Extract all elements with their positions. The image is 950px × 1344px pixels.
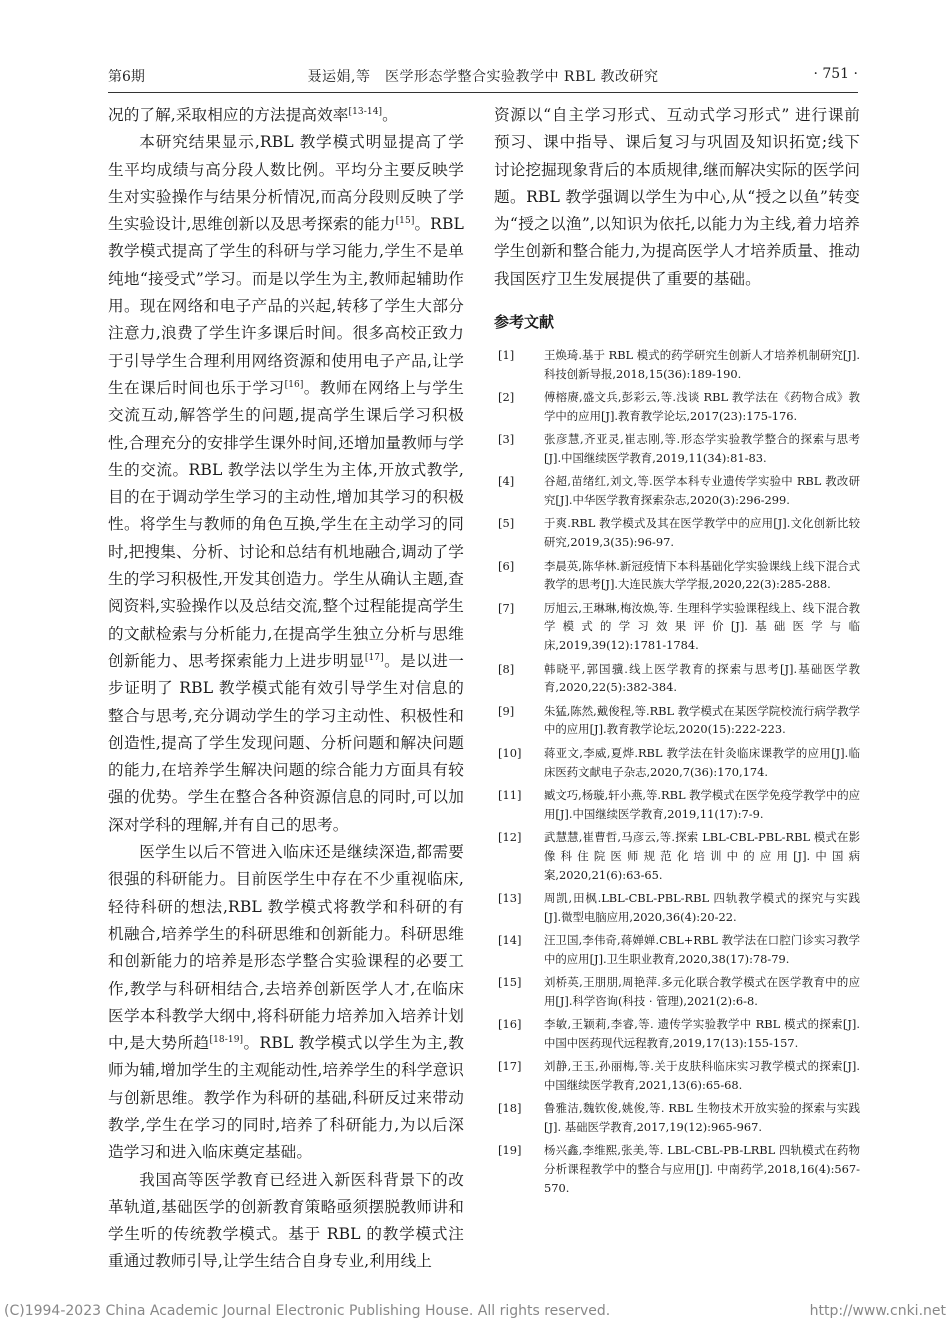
reference-number: [16] bbox=[498, 1017, 522, 1032]
copyright-notice: (C)1994-2023 China Academic Journal Electronic Publishing House. All rights reserved. bbox=[4, 1303, 611, 1319]
reference-item bbox=[494, 744, 860, 782]
paragraph: 我国高等医学教育已经进入新医科背景下的改革轨道,基础医学的创新教育策略亟须摆脱教师讲和学生听的传统教学模式。基于 RBL 的教学模式注重通过教师引导,让学生结合自身专业,利用线上 bbox=[108, 1170, 464, 1271]
reference-text: 刘静,王玉,孙丽梅,等.关于皮肤科临床实习教学模式的探索[J].中国继续医学教育,2021,13(6):65-68. bbox=[544, 1059, 860, 1092]
reference-number: [18] bbox=[498, 1101, 522, 1116]
reference-item bbox=[494, 346, 860, 384]
reference-text: 傅榕赓,盛文兵,彭彩云,等.浅谈 RBL 教学法在《药物合成》教学中的应用[J].教育教学论坛,2017(23):175-176. bbox=[544, 390, 860, 423]
reference-item bbox=[494, 931, 860, 969]
reference-number: [13] bbox=[498, 890, 522, 905]
running-title: 聂运娟,等 医学形态学整合实验教学中 RBL 教改研究 bbox=[307, 69, 659, 85]
reference-number: [10] bbox=[498, 745, 522, 760]
reference-item bbox=[494, 1015, 860, 1053]
reference-list bbox=[494, 346, 860, 1198]
reference-item bbox=[494, 973, 860, 1011]
reference-text: 于爽.RBL 教学模式及其在医学教学中的应用[J].文化创新比较研究,2019,3(35):96-97. bbox=[544, 516, 860, 550]
left-column bbox=[108, 102, 464, 1276]
reference-item bbox=[494, 660, 860, 698]
site-link[interactable]: http://www.cnki.net bbox=[809, 1303, 946, 1319]
paragraph: 资源以“自主学习形式、互动式学习形式” 进行课前预习、课中指导、课后复习与巩固及知识拓宽;线下讨论挖掘现象背后的本质规律,继而解决实际的医学问题。RBL 教学强调以学生为中心,从“授之以鱼”转变为“授之以渔”,以知识为依托,以能力为主线,着力培养学生创新和整合能力,为提高医学人才培养质量、推动我国医疗卫生发展提供了重要的基础。 bbox=[494, 106, 861, 288]
reference-number: [15] bbox=[498, 974, 522, 989]
references-heading: 参考文献 bbox=[494, 313, 555, 332]
reference-number: [5] bbox=[498, 516, 515, 531]
reference-text: 李敏,王颖莉,李睿,等. 遗传学实验教学中 RBL 模式的探索[J].中国中医药现代远程教育,2019,17(13):155-157. bbox=[544, 1017, 860, 1050]
reference-item bbox=[494, 786, 860, 824]
right-column bbox=[494, 102, 860, 1202]
reference-item bbox=[494, 1057, 860, 1095]
reference-number: [19] bbox=[498, 1143, 522, 1158]
reference-number: [17] bbox=[498, 1059, 522, 1074]
reference-text: 王焕琦.基于 RBL 模式的药学研究生创新人才培养机制研究[J].科技创新导报,2018,15(36):189-190. bbox=[544, 348, 860, 381]
header-rule bbox=[108, 92, 858, 93]
reference-item bbox=[494, 599, 860, 655]
reference-text: 张彦慧,齐亚灵,崔志刚,等.形态学实验教学整合的探索与思考[J].中国继续医学教育,2019,11(34):81-83. bbox=[544, 432, 860, 466]
reference-number: [6] bbox=[498, 558, 515, 573]
reference-item bbox=[494, 514, 860, 552]
reference-text: 武慧慧,崔曹哲,马彦云,等.探索 LBL-CBL-PBL-RBL 模式在影像科住院医师规范化培训中的应用[J].中国病案,2020,21(6):63-65. bbox=[544, 829, 860, 882]
page-number: · 751 · bbox=[813, 66, 858, 82]
citation[interactable]: [16] bbox=[284, 379, 304, 390]
reference-text: 厉旭云,王琳琳,梅汝焕,等. 生理科学实验课程线上、线下混合教学模式的学习效果评价[J].基础医学与临床,2019,39(12):1781-1784. bbox=[544, 600, 860, 653]
citation[interactable]: [15] bbox=[395, 216, 415, 227]
running-header bbox=[108, 66, 858, 92]
reference-number: [3] bbox=[498, 432, 515, 447]
reference-item bbox=[494, 472, 860, 510]
reference-text: 臧文巧,杨璇,轩小燕,等.RBL 教学模式在医学免疫学教学中的应用[J].中国继续医学教育,2019,11(17):7-9. bbox=[544, 787, 860, 821]
reference-number: [7] bbox=[498, 600, 515, 615]
citation[interactable]: [17] bbox=[364, 652, 384, 663]
reference-text: 周凯,田枫.LBL-CBL-PBL-RBL 四轨教学模式的探究与实践[J].微型电脑应用,2020,36(4):20-22. bbox=[544, 890, 860, 924]
reference-text: 鲁雅洁,魏钦俊,姚俊,等. RBL 生物技术开放实验的探索与实践[J]. 基础医学教育,2017,19(12):965-967. bbox=[544, 1101, 860, 1135]
reference-number: [12] bbox=[498, 829, 522, 844]
reference-item bbox=[494, 388, 860, 426]
reference-text: 朱猛,陈然,戴俊程,等.RBL 教学模式在某医学院校流行病学教学中的应用[J].教育教学论坛,2020(15):222-223. bbox=[544, 703, 860, 737]
reference-number: [14] bbox=[498, 932, 522, 947]
reference-text: 李晨英,陈华林.新冠疫情下本科基础化学实验课线上线下混合式教学的思考[J].大连民族大学学报,2020,22(3):285-288. bbox=[544, 558, 860, 592]
reference-item bbox=[494, 828, 860, 884]
reference-item bbox=[494, 1141, 860, 1197]
paragraph: 本研究结果显示,RBL 教学模式明显提高了学生平均成绩与高分段人数比例。平均分主要反映学生对实验操作与结果分析情况,而高分段则反映了学生实验设计,思维创新以及思考探索的能力[15]。RBL 教学模式提高了学生的科研与学习能力,学生不是单纯地“接受式”学习。而是以学生为主,教师起辅助作用。现在网络和电子产品的兴起,转移了学生大部分注意力,浪费了学生许多课后时间。很多高校正致力于引导学生合理利用网络资源和使用电子产品,让学生在课后时间也乐于学习[16]。教师在网络上与学生交流互动,解答学生的问题,提高学生课后学习积极性,合理充分的安排学生课外时间,还增加量教师与学生的交流。RBL 教学法以学生为主体,开放式教学,目的在于调动学生学习的主动性,增加其学习的积极性。将学生与教师的角色互换,学生在主动学习的同时,把搜集、分析、讨论和总结有机地融合,调动了学生的学习积极性,开发其创造力。学生从确认主题,查阅资料,实验操作以及总结交流,整个过程能提高学生的文献检索与分析能力,在提高学生独立分析与思维创新能力、思考探索能力上进步明显[17]。是以进一步证明了 RBL 教学模式能有效引导学生对信息的整合与思考,充分调动学生的学习主动性、积极性和创造性,提高了学生发现问题、分析问题和解决问题的能力,在培养学生解决问题的综合能力方面具有较强的优势。学生在整合各种资源信息的同时,可以加深对学科的理解,并有自己的思考。 bbox=[108, 133, 464, 834]
reference-text: 蒋亚文,李威,夏烨.RBL 教学法在针灸临床课教学的应用[J].临床医药文献电子杂志,2020,7(36):170,174. bbox=[544, 745, 860, 779]
citation[interactable]: [18-19] bbox=[209, 1035, 244, 1046]
issue-label: 第6期 bbox=[108, 69, 145, 85]
paragraph: 况的了解,采取相应的方法提高效率[13-14]。 bbox=[108, 106, 398, 124]
citation[interactable]: [13-14] bbox=[348, 107, 383, 117]
reference-number: [4] bbox=[498, 474, 515, 489]
reference-text: 刘桥英,王朋朋,周艳萍.多元化联合教学模式在医学教育中的应用[J].科学咨询(科技 · 管理),2021(2):6-8. bbox=[544, 974, 860, 1008]
reference-text: 谷超,苗绪红,刘文,等.医学本科专业遗传学实验中 RBL 教改研究[J].中华医学教育探索杂志,2020(3):296-299. bbox=[544, 474, 860, 508]
reference-item bbox=[494, 430, 860, 468]
reference-text: 汪卫国,李伟奇,蒋婵婵.CBL+RBL 教学法在口腔门诊实习教学中的应用[J].卫生职业教育,2020,38(17):78-79. bbox=[544, 932, 860, 966]
reference-number: [8] bbox=[498, 661, 515, 676]
reference-number: [9] bbox=[498, 703, 515, 718]
paragraph: 医学生以后不管进入临床还是继续深造,都需要很强的科研能力。目前医学生中存在不少重视临床,轻待科研的想法,RBL 教学模式将教学和科研的有机融合,培养学生的科研思维和创新能力。科研思维和创新能力的培养是形态学整合实验课程的必要工作,教学与科研相结合,去培养创新医学人才,在临床医学本科教学大纲中,将科研能力培养加入培养计划中,是大势所趋[18-19]。RBL 教学模式以学生为主,教师为辅,增加学生的主观能动性,培养学生的科学意识与创新思维。教学作为科研的基础,科研反过来带动教学,学生在学习的同时,培养了科研能力,为以后深造学习和进入临床奠定基础。 bbox=[108, 843, 464, 1162]
reference-item bbox=[494, 1099, 860, 1137]
reference-number: [2] bbox=[498, 390, 515, 405]
reference-text: 杨兴鑫,李维熙,张美,等. LBL-CBL-PB-LRBL 四轨模式在药物分析课程教学中的整合与应用[J]. 中南药学,2018,16(4):567-570. bbox=[544, 1143, 860, 1195]
reference-item bbox=[494, 702, 860, 740]
reference-number: [11] bbox=[498, 787, 522, 802]
reference-text: 韩晓平,郭国骥.线上医学教育的探索与思考[J].基础医学教育,2020,22(5):382-384. bbox=[544, 661, 860, 695]
reference-item bbox=[494, 557, 860, 595]
reference-item bbox=[494, 889, 860, 927]
reference-number: [1] bbox=[498, 348, 515, 363]
